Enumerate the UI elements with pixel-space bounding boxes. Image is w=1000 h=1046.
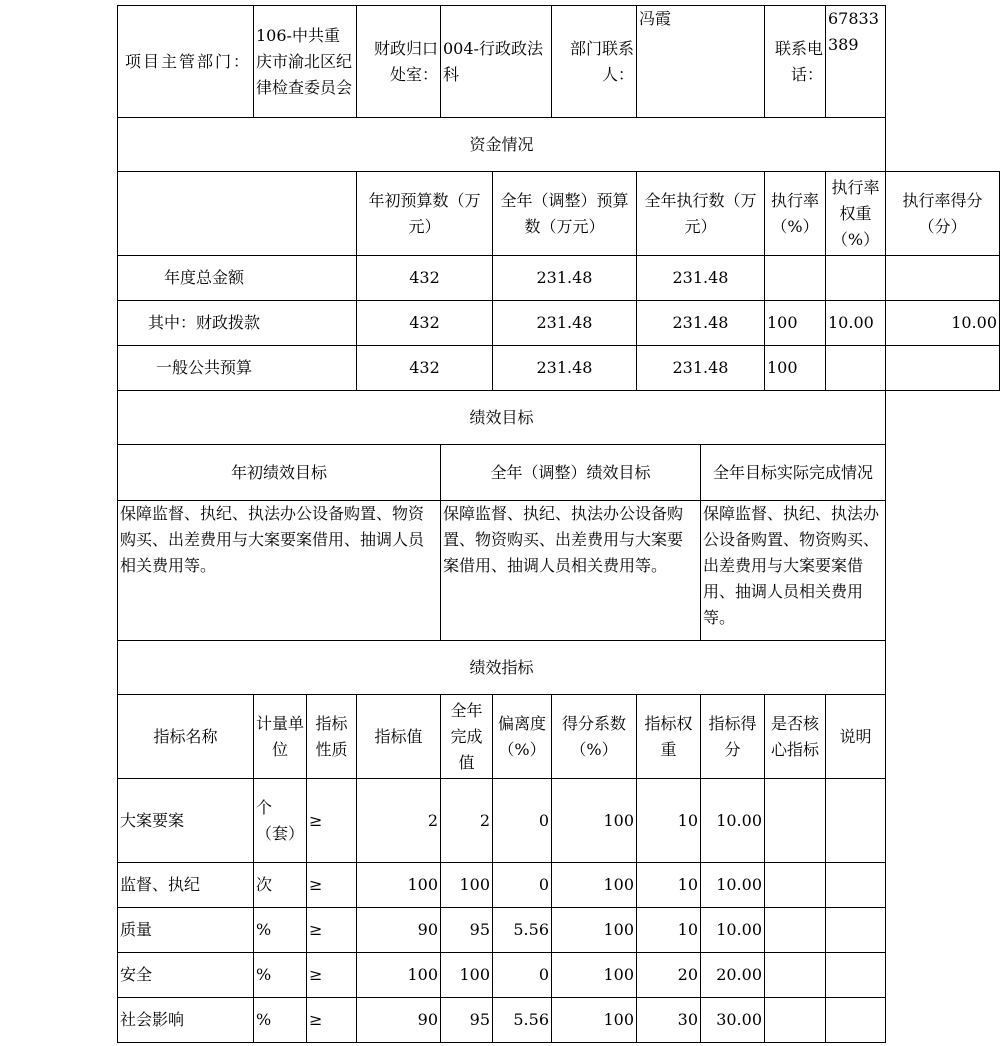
- phone-label: 联系电话：: [765, 6, 826, 118]
- ind-col-deviation: 偏离度（%）: [493, 695, 552, 779]
- ind-col-note: 说明: [826, 695, 886, 779]
- ind-core: [765, 998, 826, 1043]
- contact-value: 冯霞: [637, 6, 765, 118]
- funds-row-weight: [826, 346, 886, 391]
- ind-unit: %: [254, 953, 307, 998]
- ind-actual: 100: [441, 863, 493, 908]
- ind-note: [826, 998, 886, 1043]
- funds-row-executed: 231.48: [637, 256, 765, 301]
- funds-col-executed: 全年执行数（万元）: [637, 172, 765, 256]
- ind-name: 监督、执纪: [118, 863, 254, 908]
- ind-note: [826, 908, 886, 953]
- funds-col-initial: 年初预算数（万元）: [357, 172, 493, 256]
- ind-target: 100: [357, 863, 441, 908]
- table-row: [118, 863, 1000, 908]
- goals-col-adjusted: 全年（调整）绩效目标: [441, 445, 701, 501]
- goals-actual-text: 保障监督、执纪、执法办公设备购置、物资购买、出差费用与大案要案借用、抽调人员相关费用等。: [701, 501, 886, 641]
- ind-nature: ≥: [307, 998, 357, 1043]
- ind-col-nature: 指标性质: [307, 695, 357, 779]
- ind-col-unit: 计量单位: [254, 695, 307, 779]
- ind-unit: 个（套）: [254, 779, 307, 863]
- ind-name: 质量: [118, 908, 254, 953]
- ind-deviation: 5.56: [493, 998, 552, 1043]
- table-row: [118, 998, 1000, 1043]
- funds-col-score: 执行率得分（分）: [886, 172, 1000, 256]
- ind-weight: 10: [637, 908, 701, 953]
- funds-row-executed: 231.48: [637, 346, 765, 391]
- funds-row-weight: [826, 256, 886, 301]
- ind-actual: 95: [441, 908, 493, 953]
- goals-col-actual: 全年目标实际完成情况: [701, 445, 886, 501]
- table-row: [118, 779, 1000, 863]
- ind-coef: 100: [552, 863, 637, 908]
- ind-note: [826, 779, 886, 863]
- ind-core: [765, 863, 826, 908]
- ind-actual: 2: [441, 779, 493, 863]
- funds-row-executed: 231.48: [637, 301, 765, 346]
- contact-label: 部门联系人：: [552, 6, 637, 118]
- funds-row-rate: [765, 256, 826, 301]
- ind-score: 10.00: [701, 908, 765, 953]
- funds-row-adjusted: 231.48: [493, 256, 637, 301]
- funds-row-initial: 432: [357, 346, 493, 391]
- ind-core: [765, 779, 826, 863]
- dept-label: 项目主管部门：: [118, 6, 254, 118]
- ind-unit: %: [254, 998, 307, 1043]
- ind-actual: 100: [441, 953, 493, 998]
- ind-score: 30.00: [701, 998, 765, 1043]
- ind-nature: ≥: [307, 779, 357, 863]
- ind-deviation: 0: [493, 779, 552, 863]
- funds-col-adjusted: 全年（调整）预算数（万元）: [493, 172, 637, 256]
- ind-weight: 10: [637, 863, 701, 908]
- funds-row-adjusted: 231.48: [493, 301, 637, 346]
- funds-row-label: 年度总金额: [118, 256, 357, 301]
- ind-name: 社会影响: [118, 998, 254, 1043]
- goals-section-title: 绩效目标: [118, 391, 886, 445]
- ind-nature: ≥: [307, 863, 357, 908]
- ind-col-actual: 全年完成值: [441, 695, 493, 779]
- funds-row: [118, 301, 1000, 346]
- goals-col-initial: 年初绩效目标: [118, 445, 441, 501]
- funds-row-score: 10.00: [886, 301, 1000, 346]
- funds-row-score: [886, 346, 1000, 391]
- funds-row-rate: 100: [765, 346, 826, 391]
- ind-col-name: 指标名称: [118, 695, 254, 779]
- ind-col-target: 指标值: [357, 695, 441, 779]
- ind-deviation: 0: [493, 953, 552, 998]
- funds-row-score: [886, 256, 1000, 301]
- table-row: [118, 953, 1000, 998]
- dept-value: 106-中共重庆市渝北区纪律检查委员会: [254, 6, 357, 118]
- phone-value: 67833389: [826, 6, 886, 118]
- ind-col-coef: 得分系数（%）: [552, 695, 637, 779]
- ind-deviation: 5.56: [493, 908, 552, 953]
- goals-initial-text: 保障监督、执纪、执法办公设备购置、物资购买、出差费用与大案要案借用、抽调人员相关费用等。: [118, 501, 441, 641]
- ind-nature: ≥: [307, 953, 357, 998]
- ind-actual: 95: [441, 998, 493, 1043]
- ind-col-core: 是否核心指标: [765, 695, 826, 779]
- funds-row: [118, 256, 1000, 301]
- ind-target: 90: [357, 998, 441, 1043]
- funds-col-rate: 执行率（%）: [765, 172, 826, 256]
- ind-unit: 次: [254, 863, 307, 908]
- funds-row-label: 一般公共预算: [118, 346, 357, 391]
- ind-col-score: 指标得分: [701, 695, 765, 779]
- performance-table: [117, 5, 1000, 1043]
- table-row: [118, 908, 1000, 953]
- ind-weight: 20: [637, 953, 701, 998]
- office-value: 004-行政政法科: [441, 6, 552, 118]
- ind-score: 10.00: [701, 779, 765, 863]
- funds-row-label: 其中：财政拨款: [118, 301, 357, 346]
- ind-nature: ≥: [307, 908, 357, 953]
- ind-note: [826, 863, 886, 908]
- ind-core: [765, 908, 826, 953]
- ind-score: 10.00: [701, 863, 765, 908]
- ind-target: 2: [357, 779, 441, 863]
- ind-name: 大案要案: [118, 779, 254, 863]
- ind-coef: 100: [552, 908, 637, 953]
- ind-score: 20.00: [701, 953, 765, 998]
- office-label: 财政归口处室：: [357, 6, 441, 118]
- ind-unit: %: [254, 908, 307, 953]
- funds-row-initial: 432: [357, 256, 493, 301]
- ind-coef: 100: [552, 998, 637, 1043]
- goals-adjusted-text: 保障监督、执纪、执法办公设备购置、物资购买、出差费用与大案要案借用、抽调人员相关费用等。: [441, 501, 701, 641]
- ind-target: 90: [357, 908, 441, 953]
- funds-row-weight: 10.00: [826, 301, 886, 346]
- ind-coef: 100: [552, 953, 637, 998]
- funds-row-adjusted: 231.48: [493, 346, 637, 391]
- funds-row: [118, 346, 1000, 391]
- funds-col-weight: 执行率权重（%）: [826, 172, 886, 256]
- funds-row-rate: 100: [765, 301, 826, 346]
- ind-target: 100: [357, 953, 441, 998]
- funds-row-initial: 432: [357, 301, 493, 346]
- ind-core: [765, 953, 826, 998]
- ind-coef: 100: [552, 779, 637, 863]
- ind-deviation: 0: [493, 863, 552, 908]
- ind-note: [826, 953, 886, 998]
- ind-weight: 30: [637, 998, 701, 1043]
- indicators-section-title: 绩效指标: [118, 641, 886, 695]
- funds-section-title: 资金情况: [118, 118, 886, 172]
- funds-header-blank: [118, 172, 357, 256]
- ind-name: 安全: [118, 953, 254, 998]
- ind-weight: 10: [637, 779, 701, 863]
- ind-col-weight: 指标权重: [637, 695, 701, 779]
